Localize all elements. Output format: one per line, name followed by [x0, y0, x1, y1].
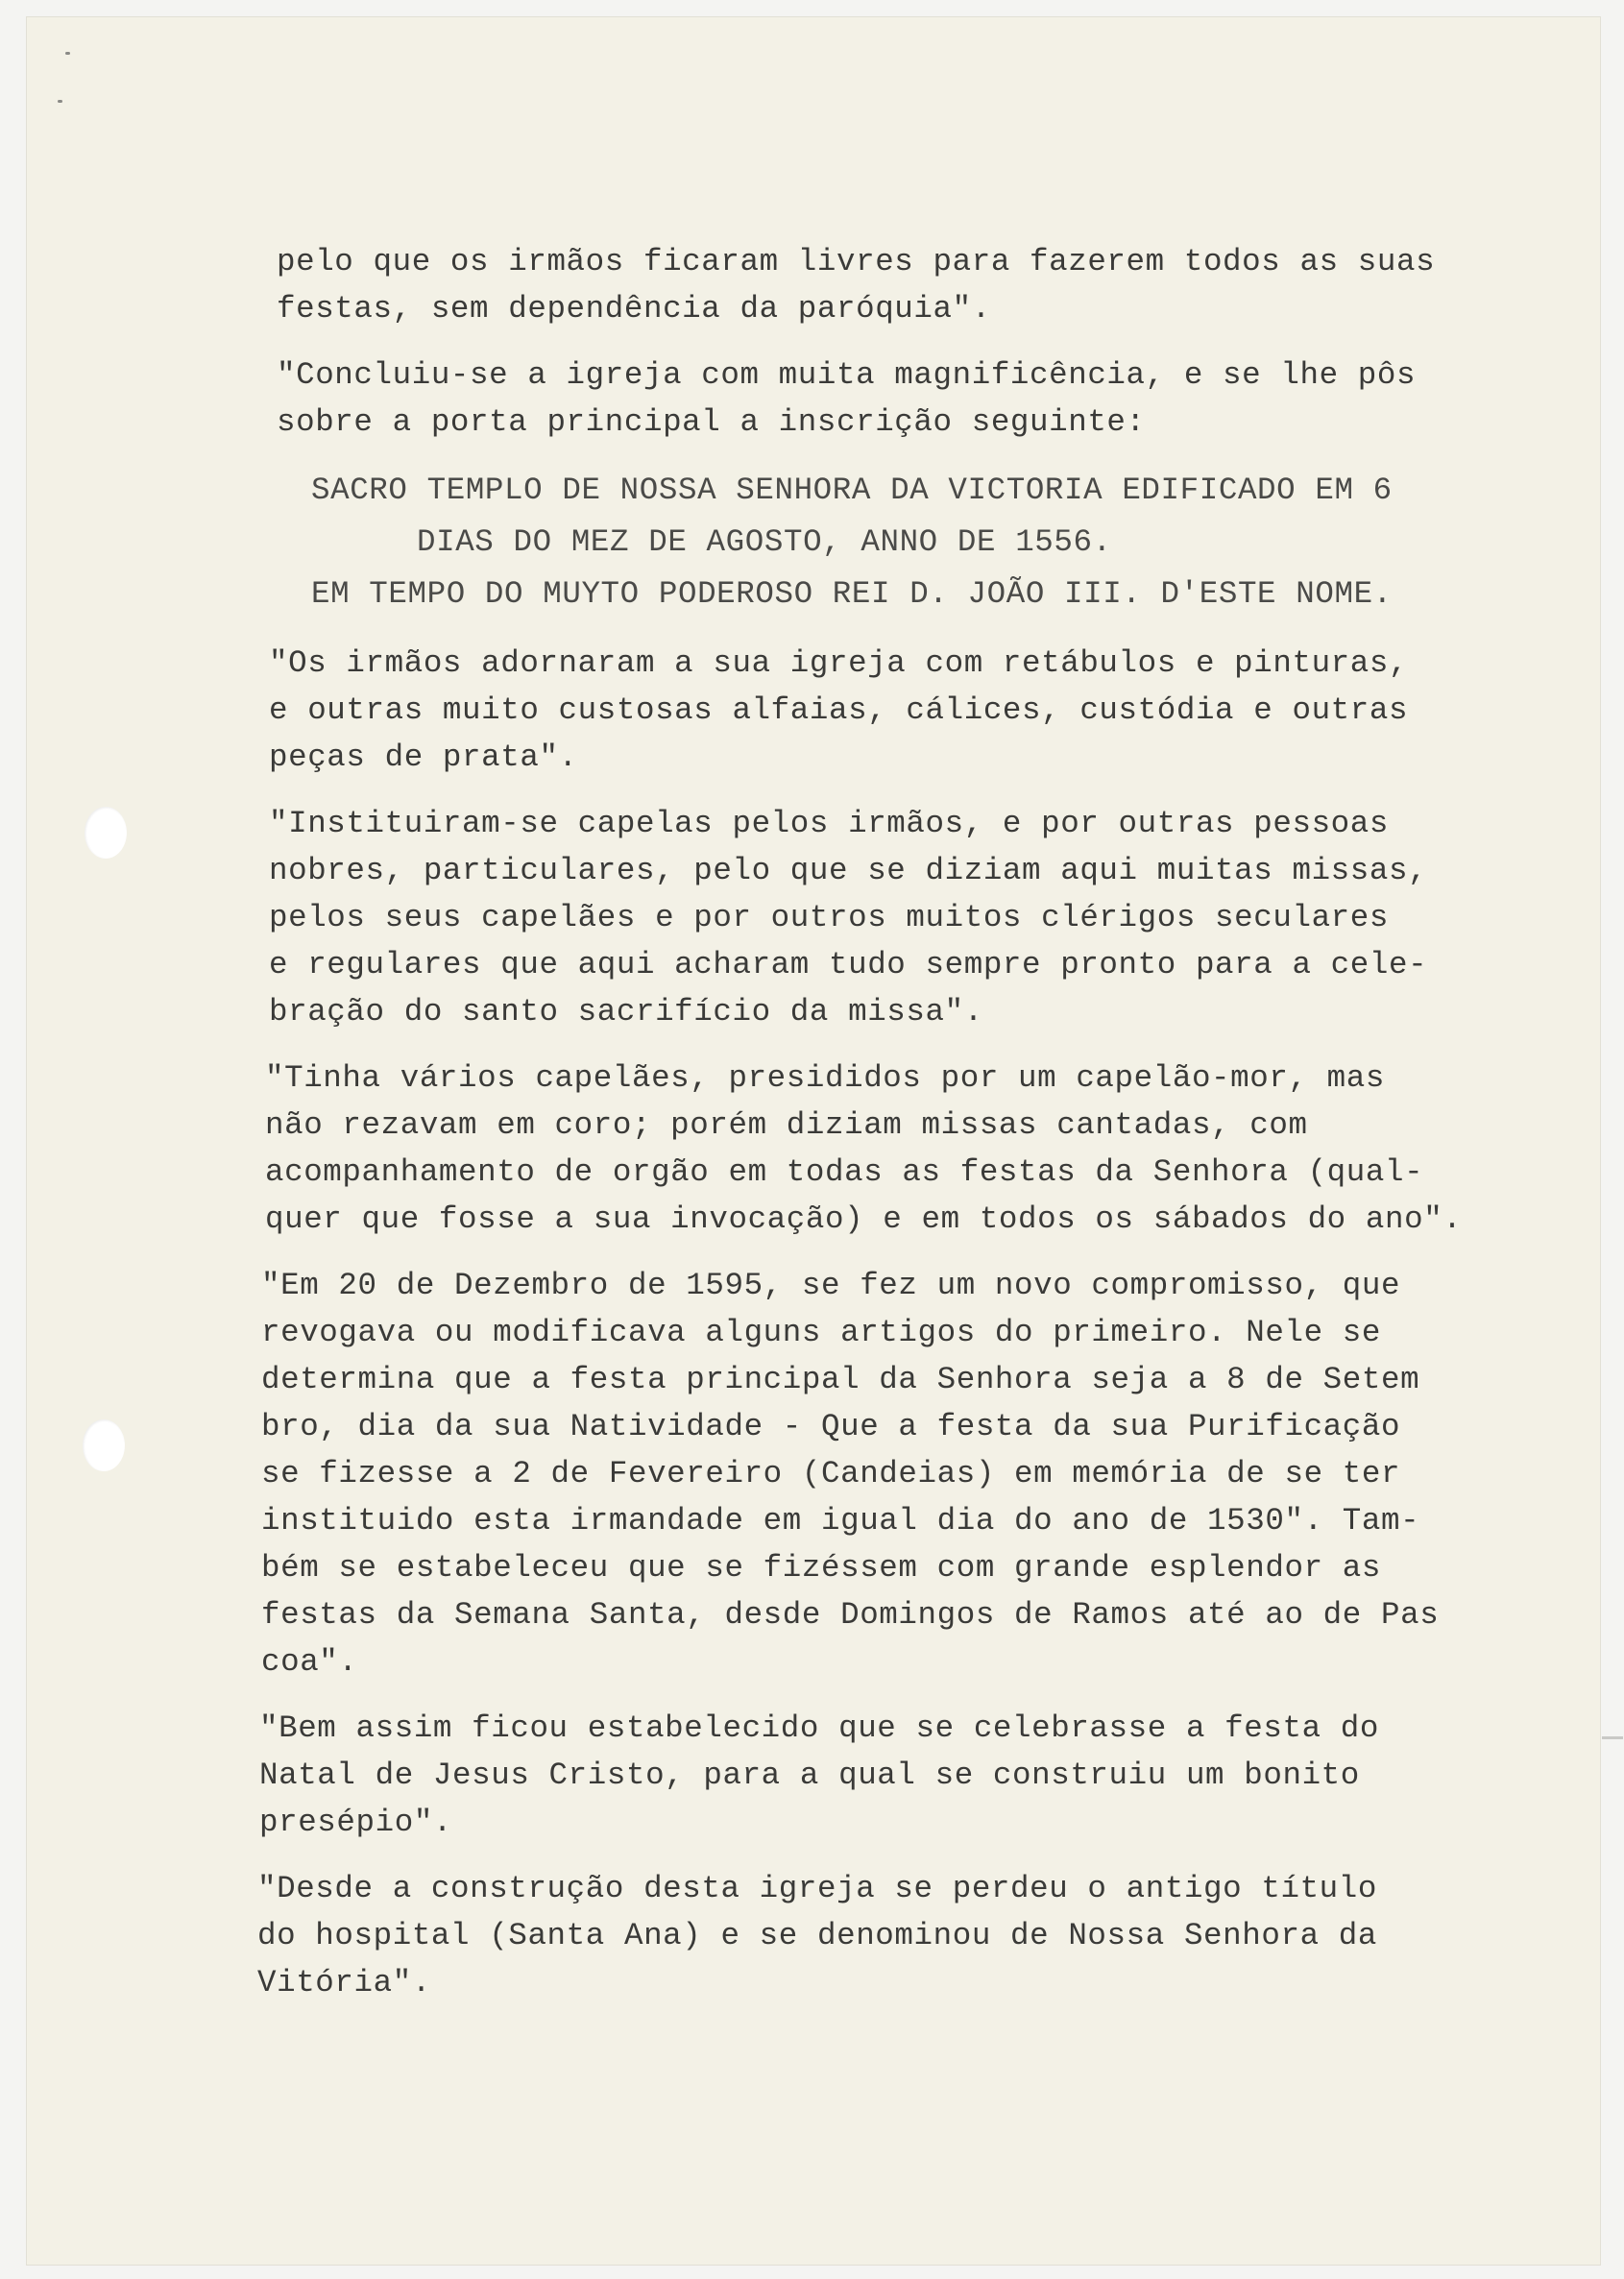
text-line: presépio".	[259, 1805, 453, 1840]
text-line: "Bem assim ficou estabelecido que se celebrasse a festa do	[259, 1710, 1379, 1746]
text-line: e outras muito custosas alfaias, cálices, custódia e outras	[269, 692, 1409, 728]
paragraph	[252, 1865, 1471, 2006]
text-line: peças de prata".	[269, 739, 578, 775]
edge-mark	[1602, 1736, 1623, 1739]
text-line: "Os irmãos adornaram a sua igreja com retábulos e pinturas,	[269, 645, 1409, 681]
paragraph	[252, 238, 1471, 332]
text-line: não rezavam em coro; porém diziam missas cantadas, com	[265, 1107, 1308, 1143]
text-line: "Concluiu-se a igreja com muita magnificência, e se lhe pôs	[277, 357, 1417, 393]
text-line: determina que a festa principal da Senhora seja a 8 de Setem	[261, 1362, 1420, 1397]
text-line: festas da Semana Santa, desde Domingos de Ramos até ao de Pas	[261, 1597, 1440, 1633]
document-body	[252, 238, 1471, 2025]
text-line: bração do santo sacrifício da missa".	[269, 994, 983, 1030]
punch-hole-bottom	[83, 1419, 125, 1471]
text-line: Natal de Jesus Cristo, para a qual se construiu um bonito	[259, 1758, 1360, 1793]
text-line: quer que fosse a sua invocação) e em todos os sábados do ano".	[265, 1201, 1463, 1237]
text-line: e regulares que aqui acharam tudo sempre pronto para a cele-	[269, 947, 1428, 982]
text-line: "Em 20 de Dezembro de 1595, se fez um novo compromisso, que	[261, 1268, 1401, 1303]
text-line: bém se estabeleceu que se fizéssem com grande esplendor as	[261, 1550, 1381, 1586]
text-line: "Desde a construção desta igreja se perdeu o antigo título	[257, 1871, 1377, 1906]
paragraph	[252, 1262, 1471, 1685]
inscription-line: EM TEMPO DO MUYTO PODEROSO REI D. JOÃO III. D'ESTE NOME.	[311, 576, 1393, 612]
paragraph	[252, 1705, 1471, 1846]
text-line: pelos seus capelães e por outros muitos clérigos seculares	[269, 900, 1389, 935]
text-line: festas, sem dependência da paróquia".	[277, 291, 991, 327]
text-line: revogava ou modificava alguns artigos do primeiro. Nele se	[261, 1315, 1381, 1350]
text-line: Vitória".	[257, 1965, 431, 2000]
text-line: pelo que os irmãos ficaram livres para fazerem todos as suas	[277, 244, 1436, 279]
text-line: se fizesse a 2 de Fevereiro (Candeias) em memória de se ter	[261, 1456, 1401, 1491]
punch-hole-top	[85, 807, 127, 859]
paragraph	[252, 800, 1471, 1035]
inscription-block	[252, 465, 1471, 620]
text-line: instituido esta irmandade em igual dia do ano de 1530". Tam-	[261, 1503, 1420, 1539]
text-line: do hospital (Santa Ana) e se denominou de Nossa Senhora da	[257, 1918, 1377, 1953]
paragraph	[252, 640, 1471, 781]
text-line: acompanhamento de orgão em todas as festas da Senhora (qual-	[265, 1154, 1424, 1190]
text-line: "Tinha vários capelães, presididos por um capelão-mor, mas	[265, 1060, 1385, 1096]
margin-mark	[65, 52, 70, 55]
paragraph	[252, 1055, 1471, 1243]
text-line: "Instituiram-se capelas pelos irmãos, e por outras pessoas	[269, 806, 1389, 841]
paragraph	[252, 352, 1471, 446]
inscription-line: SACRO TEMPLO DE NOSSA SENHORA DA VICTORIA EDIFICADO EM 6	[311, 473, 1393, 508]
margin-mark	[58, 100, 62, 103]
text-line: nobres, particulares, pelo que se diziam aqui muitas missas,	[269, 853, 1428, 888]
inscription-line: DIAS DO MEZ DE AGOSTO, ANNO DE 1556.	[417, 524, 1112, 560]
text-line: sobre a porta principal a inscrição seguinte:	[277, 404, 1146, 440]
text-line: coa".	[261, 1644, 358, 1680]
text-line: bro, dia da sua Natividade - Que a festa da sua Purificação	[261, 1409, 1401, 1444]
